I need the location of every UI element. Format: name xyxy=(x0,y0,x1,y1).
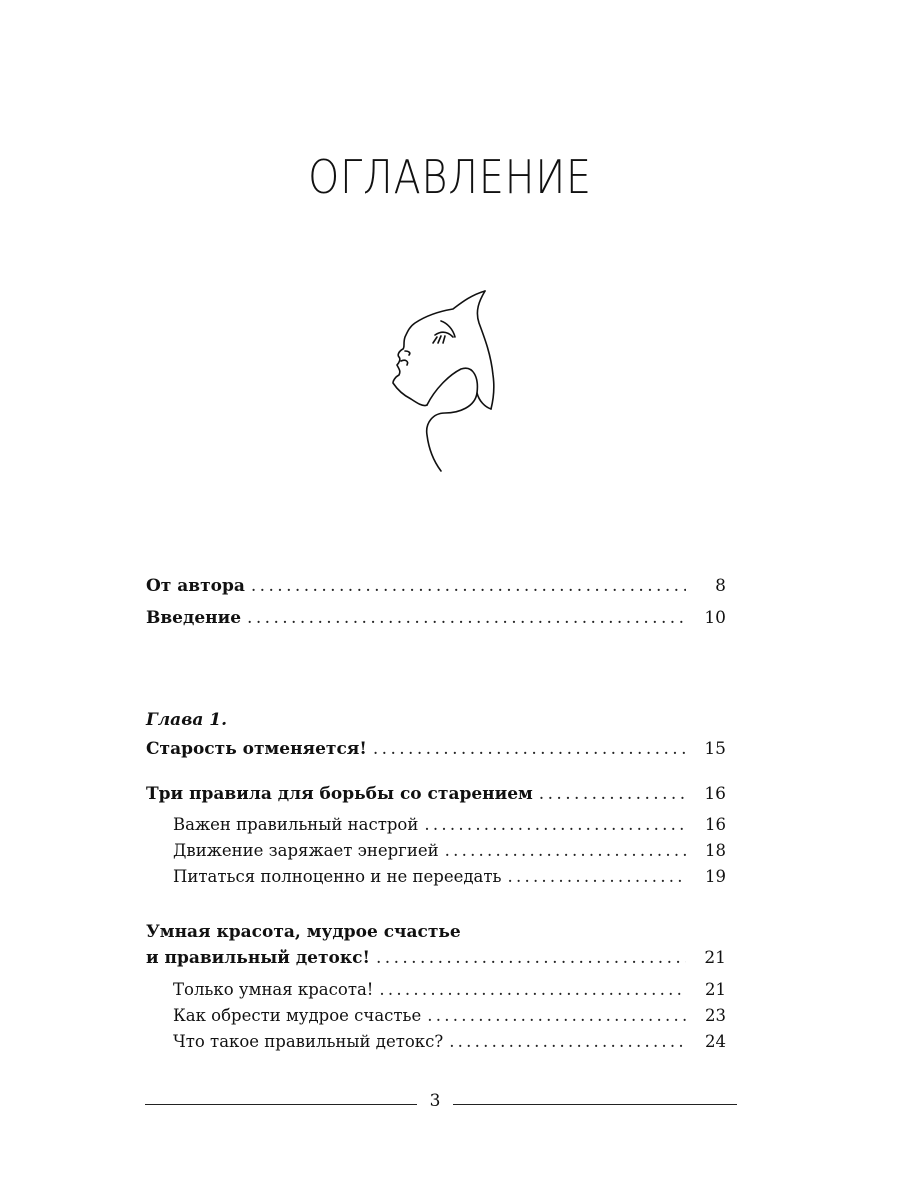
dot-leader xyxy=(445,840,686,862)
dot-leader xyxy=(449,1031,686,1053)
toc-subentry[interactable] xyxy=(173,840,726,862)
toc-entry-section-smart-beauty[interactable] xyxy=(146,947,726,969)
toc-page-number: 10 xyxy=(704,608,726,628)
toc-entry-label: Важен правильный настрой xyxy=(173,815,419,834)
toc-page-number: 8 xyxy=(715,576,726,596)
toc-page-number: 24 xyxy=(705,1032,726,1051)
toc-subentry[interactable] xyxy=(173,866,726,888)
toc-page-number: 15 xyxy=(704,739,726,759)
toc-entry-label: Что такое правильный детокс? xyxy=(173,1032,444,1051)
dot-leader xyxy=(376,947,686,969)
dot-leader xyxy=(379,979,686,1001)
toc-subentry[interactable] xyxy=(173,1031,726,1053)
toc-entry-introduction[interactable] xyxy=(146,607,726,629)
dot-leader xyxy=(373,738,686,760)
footer-rule-left xyxy=(145,1104,417,1105)
dot-leader xyxy=(427,1005,686,1027)
footer-rule-right xyxy=(453,1104,737,1105)
toc-page-number: 19 xyxy=(705,867,726,886)
page-number: 3 xyxy=(429,1091,441,1111)
toc-entry-label: Питаться полноценно и не переедать xyxy=(173,867,502,886)
toc-entry-section-smart-beauty-line-1: Умная красота, мудрое счастье xyxy=(146,922,461,942)
toc-entry-label: и правильный детокс! xyxy=(146,948,370,968)
toc-subentry[interactable] xyxy=(173,979,726,1001)
toc-page-number: 16 xyxy=(705,815,726,834)
toc-subentry[interactable] xyxy=(173,814,726,836)
toc-entry-label: Только умная красота! xyxy=(173,980,374,999)
toc-subentry[interactable] xyxy=(173,1005,726,1027)
toc-entry-section-three-rules[interactable] xyxy=(146,783,726,805)
toc-entry-label: Старость отменяется! xyxy=(146,739,367,759)
toc-page-number: 18 xyxy=(705,841,726,860)
toc-page-number: 16 xyxy=(704,784,726,804)
page-title: ОГЛАВЛЕНИЕ xyxy=(308,150,592,204)
toc-entry-label: Введение xyxy=(146,608,242,628)
toc-page-number: 21 xyxy=(705,980,726,999)
dot-leader xyxy=(424,814,686,836)
toc-entry-label: Три правила для борьбы со старением xyxy=(146,784,533,804)
toc-entry-label: Как обрести мудрое счастье xyxy=(173,1006,422,1025)
chapter-label: Глава 1. xyxy=(146,710,228,730)
woman-face-line-art-icon xyxy=(375,285,505,475)
dot-leader xyxy=(539,783,686,805)
dot-leader xyxy=(507,866,686,888)
dot-leader xyxy=(251,575,686,597)
toc-entry-label: Движение заряжает энергией xyxy=(173,841,439,860)
toc-entry-from-author[interactable] xyxy=(146,575,726,597)
toc-page-number: 21 xyxy=(704,948,726,968)
toc-entry-label: От автора xyxy=(146,576,245,596)
toc-entry-chapter-title[interactable] xyxy=(146,738,726,760)
toc-page-number: 23 xyxy=(705,1006,726,1025)
dot-leader xyxy=(247,607,686,629)
